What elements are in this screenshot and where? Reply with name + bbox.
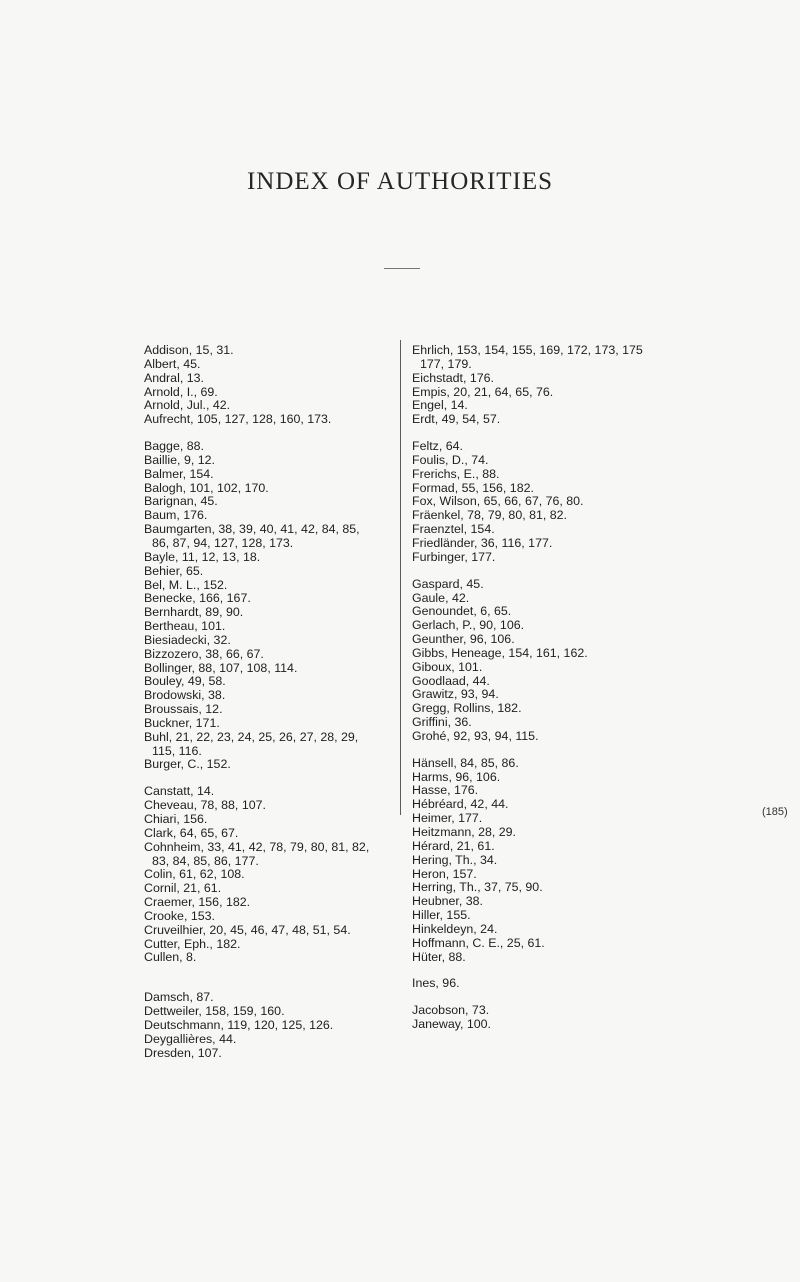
index-entry: Chiari, 156. [144, 812, 208, 826]
index-entry: Deutschmann, 119, 120, 125, 126. [144, 1017, 334, 1032]
entry-gap [412, 964, 797, 977]
index-entry: Fox, Wilson, 65, 66, 67, 76, 80. [412, 494, 584, 509]
index-entry: Cohnheim, 33, 41, 42, 78, 79, 80, 81, 82, [144, 839, 370, 854]
index-entry: Brodowski, 38. [144, 688, 226, 703]
index-entry: Hiller, 155. [412, 908, 471, 923]
column-divider [400, 340, 401, 815]
index-entry: Albert, 45. [144, 356, 201, 371]
index-entry: Canstatt, 14. [144, 784, 215, 799]
index-entry-continuation: 83, 84, 85, 86, 177. [152, 853, 259, 868]
entry-gap [412, 427, 797, 440]
index-entry: Friedländer, 36, 116, 177. [412, 535, 553, 550]
index-entry: Hinkeldeyn, 24. [412, 921, 498, 936]
index-entry-continuation: 86, 87, 94, 127, 128, 173. [152, 535, 294, 550]
page-number: (185) [762, 806, 788, 818]
index-entry: Damsch, 87. [144, 990, 214, 1005]
entry-gap [144, 965, 389, 978]
index-entry: Heron, 157. [412, 866, 477, 881]
index-entry: Bizzozero, 38, 66, 67. [144, 646, 264, 661]
index-entry: Feltz, 64. [412, 439, 463, 454]
index-entry: Hänsell, 84, 85, 86. [412, 755, 519, 770]
index-entry: Gaule, 42. [412, 590, 470, 605]
index-entry: Behier, 65. [144, 563, 204, 578]
index-entry: Frerichs, E., 88. [412, 466, 500, 481]
index-entry: Herring, Th., 37, 75, 90. [412, 880, 543, 895]
index-entry: Baum, 176. [144, 508, 208, 523]
index-entry: Baumgarten, 38, 39, 40, 41, 42, 84, 85, [144, 522, 360, 537]
index-entry: Bagge, 88. [144, 439, 204, 454]
index-entry: Hoffmann, C. E., 25, 61. [412, 935, 545, 950]
index-entry: Ines, 96. [412, 976, 460, 991]
index-entry: Biesiadecki, 32. [144, 632, 231, 647]
index-entry: Erdt, 49, 54, 57. [412, 412, 501, 427]
index-entry: Gibbs, Heneage, 154, 161, 162. [412, 645, 588, 660]
index-entry: Balmer, 154. [144, 466, 214, 481]
index-entry: Broussais, 12. [144, 702, 223, 717]
index-entry: Bernhardt, 89, 90. [144, 605, 244, 620]
index-entry: Formad, 55, 156, 182. [412, 480, 534, 495]
index-entry: Craemer, 156, 182. [144, 895, 251, 910]
index-entry: Buckner, 171. [144, 715, 220, 730]
index-entry: Bertheau, 101. [144, 619, 226, 634]
index-entry: Goodlaad, 44. [412, 673, 490, 688]
index-entry: Aufrecht, 105, 127, 128, 160, 173. [144, 412, 332, 427]
index-entry: Clark, 64, 65, 67. [144, 825, 239, 840]
index-entry: Geunther, 96, 106. [412, 632, 515, 647]
index-entry: Balogh, 101, 102, 170. [144, 480, 269, 495]
index-entry: Gaspard, 45. [412, 576, 484, 591]
index-entry: Hüter, 88. [412, 949, 466, 964]
index-entry: Engel, 14. [412, 398, 468, 413]
index-entry: Benecke, 166, 167. [144, 591, 251, 606]
index-entry: Dresden, 107. [144, 1045, 222, 1060]
index-entry: Heimer, 177. [412, 811, 483, 826]
index-entry: Bayle, 11, 12, 13, 18. [144, 549, 261, 564]
entry-gap [412, 565, 797, 578]
index-entry: Bouley, 49, 58. [144, 674, 226, 689]
index-entry: Gerlach, P., 90, 106. [412, 618, 525, 633]
index-entry: Addison, 15, 31. [144, 343, 234, 357]
index-entry: Fräenkel, 78, 79, 80, 81, 82. [412, 508, 567, 523]
index-entry: Colin, 61, 62, 108. [144, 867, 245, 882]
index-entry: Heitzmann, 28, 29. [412, 825, 517, 839]
index-entry: Fraenztel, 154. [412, 522, 495, 537]
index-entry: Jacobson, 73. [412, 1003, 490, 1018]
index-entry: Giboux, 101. [412, 659, 483, 674]
index-entry: Hering, Th., 34. [412, 852, 498, 867]
index-entry: Cullen, 8. [144, 950, 197, 965]
index-entry: Crooke, 153. [144, 908, 215, 923]
index-entry: Gregg, Rollins, 182. [412, 701, 522, 716]
page-title: INDEX OF AUTHORITIES [246, 168, 554, 195]
index-entry: Hébréard, 42, 44. [412, 797, 509, 812]
index-entry: Cutter, Eph., 182. [144, 936, 241, 951]
index-entry: Foulis, D., 74. [412, 452, 489, 467]
index-entry: Heubner, 38. [412, 894, 483, 909]
index-entry: Andral, 13. [144, 370, 204, 385]
index-entry: Furbinger, 177. [412, 549, 496, 564]
index-entry: Grohé, 92, 93, 94, 115. [412, 728, 539, 743]
index-entry: Ehrlich, 153, 154, 155, 169, 172, 173, 175 [412, 343, 643, 357]
index-entry: Genoundet, 6, 65. [412, 604, 512, 619]
index-entry-continuation: 177, 179. [420, 356, 472, 371]
index-entry: Barignan, 45. [144, 494, 218, 509]
index-entry: Bel, M. L., 152. [144, 577, 228, 592]
right-column [412, 344, 797, 1032]
index-entry: Dettweiler, 158, 159, 160. [144, 1004, 285, 1019]
index-entry: Hérard, 21, 61. [412, 838, 495, 853]
index-entry: Cornil, 21, 61. [144, 881, 222, 896]
index-entry: Bollinger, 88, 107, 108, 114. [144, 660, 298, 675]
index-entry: Grawitz, 93, 94. [412, 687, 499, 702]
index-entry-continuation: 115, 116. [152, 743, 202, 758]
index-entry: Hasse, 176. [412, 783, 479, 798]
index-entry: Deygallières, 44. [144, 1031, 237, 1046]
index-entry: Harms, 96, 106. [412, 769, 501, 784]
index-entry: Cruveilhier, 20, 45, 46, 47, 48, 51, 54. [144, 922, 351, 937]
index-entry: Burger, C., 152. [144, 757, 231, 772]
index-entry: Buhl, 21, 22, 23, 24, 25, 26, 27, 28, 29, [144, 729, 359, 744]
index-entry: Cheveau, 78, 88, 107. [144, 798, 266, 813]
index-entry: Empis, 20, 21, 64, 65, 76. [412, 384, 554, 399]
index-entry: Baillie, 9, 12. [144, 452, 215, 467]
entry-gap [412, 744, 797, 757]
index-entry: Arnold, Jul., 42. [144, 398, 231, 413]
title-rule [384, 268, 420, 269]
left-column [144, 344, 389, 1061]
index-entry: Janeway, 100. [412, 1017, 491, 1032]
index-entry: Eichstadt, 176. [412, 370, 494, 385]
index-entry: Arnold, I., 69. [144, 384, 218, 399]
index-entry: Griffini, 36. [412, 715, 472, 730]
